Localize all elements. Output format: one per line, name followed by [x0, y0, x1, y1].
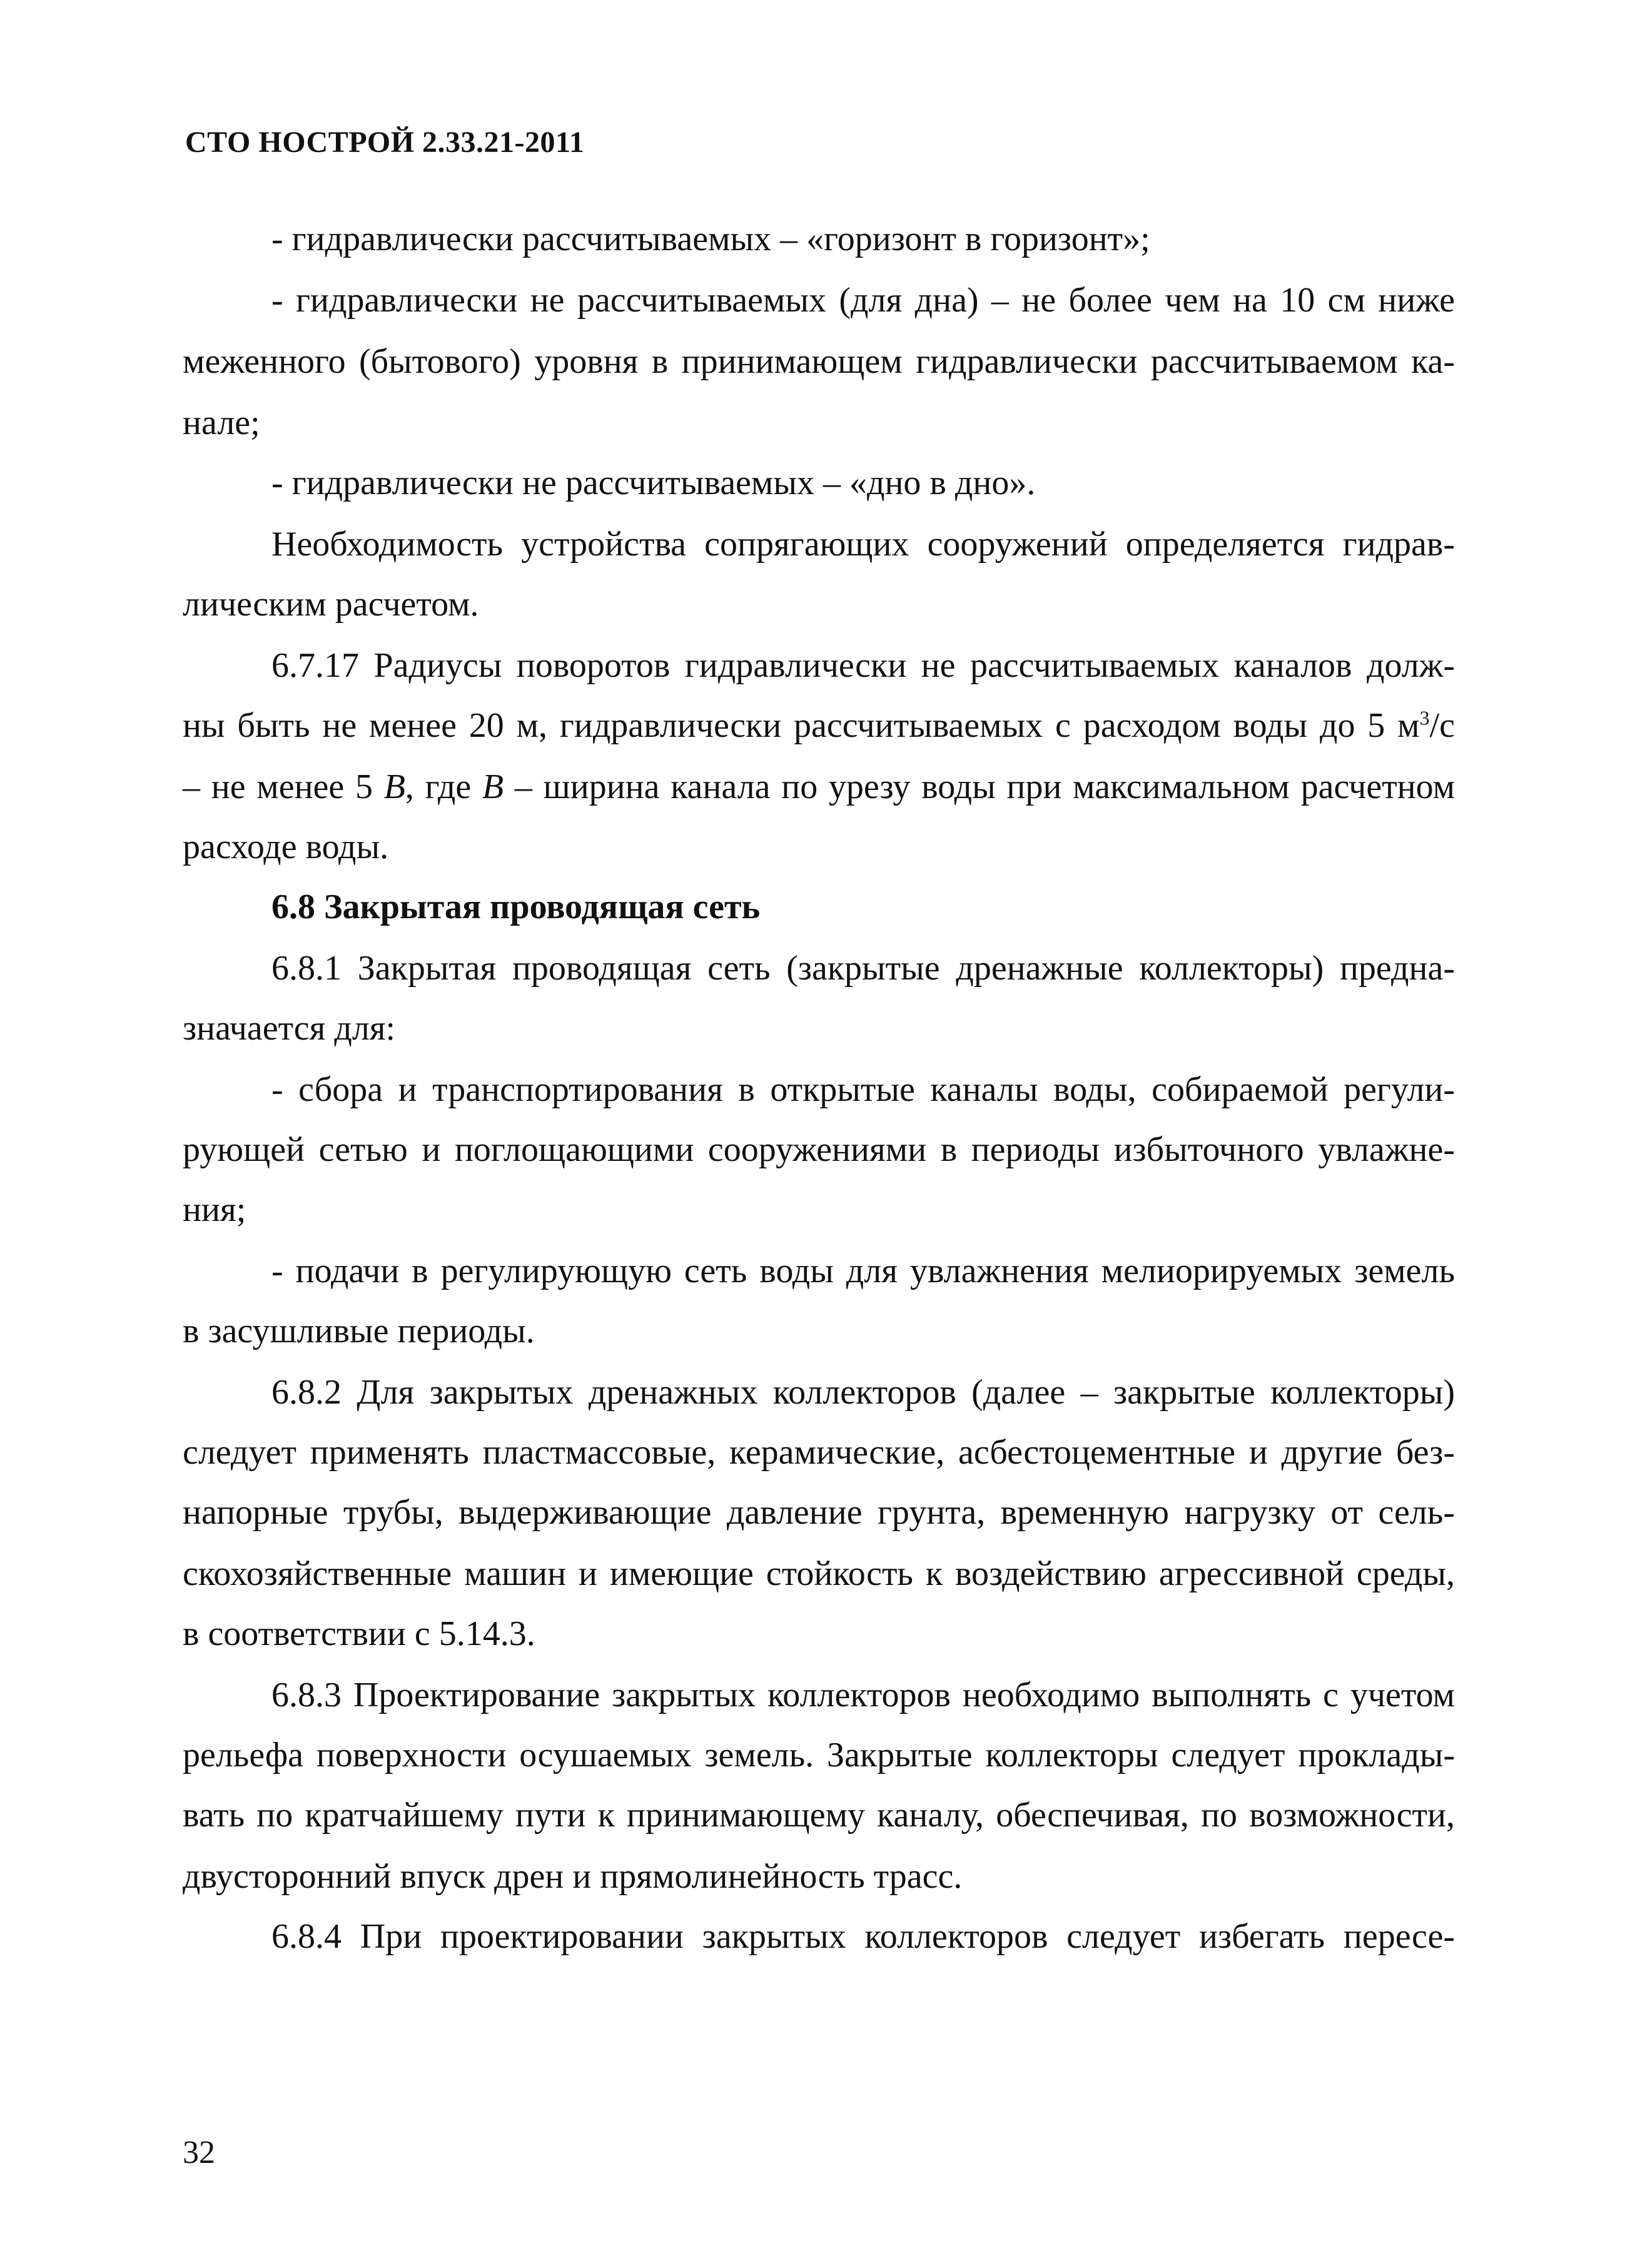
variable-b: B	[383, 767, 405, 806]
text-fragment: – не менее 5	[183, 767, 384, 806]
text-line: 6.8.3 Проектирование закрытых коллекторов необходимо выполнять с учетом	[271, 1676, 1455, 1714]
text-line: рующей сетью и поглощающими сооружениями в периоды избыточного увлажне-	[183, 1130, 1455, 1169]
text-line: 6.8.1 Закрытая проводящая сеть (закрытые дренажные коллекторы) предна-	[271, 949, 1455, 988]
text-line: Необходимость устройства сопрягающих сооружений определяется гидрав-	[271, 525, 1455, 564]
text-line: рельефа поверхности осушаемых земель. Закрытые коллекторы следует проклады-	[183, 1736, 1455, 1774]
text-line	[183, 706, 1455, 746]
text-line: 6.8.4 При проектировании закрытых коллекторов следует избегать пересе-	[271, 1917, 1455, 1956]
text-line: меженного (бытового) уровня в принимающем гидравлически рассчитываемом ка-	[183, 342, 1455, 381]
text-line: 6.7.17 Радиусы поворотов гидравлически не рассчитываемых каналов долж-	[271, 646, 1455, 685]
text-line: расходе воды.	[183, 828, 389, 866]
text-line: 6.8.2 Для закрытых дренажных коллекторов (далее – закрытые коллекторы)	[271, 1373, 1455, 1412]
superscript: 3	[1419, 706, 1430, 729]
text-line: нале;	[183, 403, 260, 442]
text-line: - сбора и транспортирования в открытые каналы воды, собираемой регули-	[271, 1070, 1455, 1109]
text-line: напорные трубы, выдерживающие давление грунта, временную нагрузку от сель-	[183, 1493, 1455, 1532]
section-heading: 6.8 Закрытая проводящая сеть	[271, 888, 761, 926]
text-fragment: – ширина канала по урезу воды при максимальном расчетном	[504, 767, 1455, 806]
text-line: в соответствии с 5.14.3.	[183, 1614, 535, 1653]
text-line: вать по кратчайшему пути к принимающему каналу, обеспечивая, по возможности,	[183, 1796, 1455, 1835]
text-line	[183, 767, 1455, 807]
text-line: двусторонний впуск дрен и прямолинейность трасс.	[183, 1857, 963, 1896]
text-line: - подачи в регулирующую сеть воды для увлажнения мелиорируемых земель	[271, 1252, 1455, 1290]
text-fragment: ны быть не менее 20 м, гидравлически рассчитываемых с расходом воды до 5 м	[183, 706, 1420, 745]
text-line: - гидравлически не рассчитываемых (для дна) – не более чем на 10 см ниже	[271, 281, 1455, 320]
text-line: значается для:	[183, 1009, 396, 1048]
variable-b: B	[482, 767, 504, 806]
text-line: лическим расчетом.	[183, 585, 479, 624]
text-line: следует применять пластмассовые, керамические, асбестоцементные и другие без-	[183, 1433, 1455, 1472]
text-fragment: /с	[1429, 706, 1455, 745]
text-line: - гидравлически не рассчитываемых – «дно в дно».	[271, 463, 1036, 502]
text-line: ния;	[183, 1190, 246, 1229]
document-header: СТО НОСТРОЙ 2.33.21-2011	[185, 126, 585, 159]
text-fragment: , где	[405, 767, 482, 806]
text-line: скохозяйственные машин и имеющие стойкость к воздействию агрессивной среды,	[183, 1554, 1455, 1593]
page-number: 32	[183, 2135, 215, 2170]
text-line: - гидравлически рассчитываемых – «горизонт в горизонт»;	[271, 220, 1150, 258]
text-line: в засушливые периоды.	[183, 1312, 535, 1350]
